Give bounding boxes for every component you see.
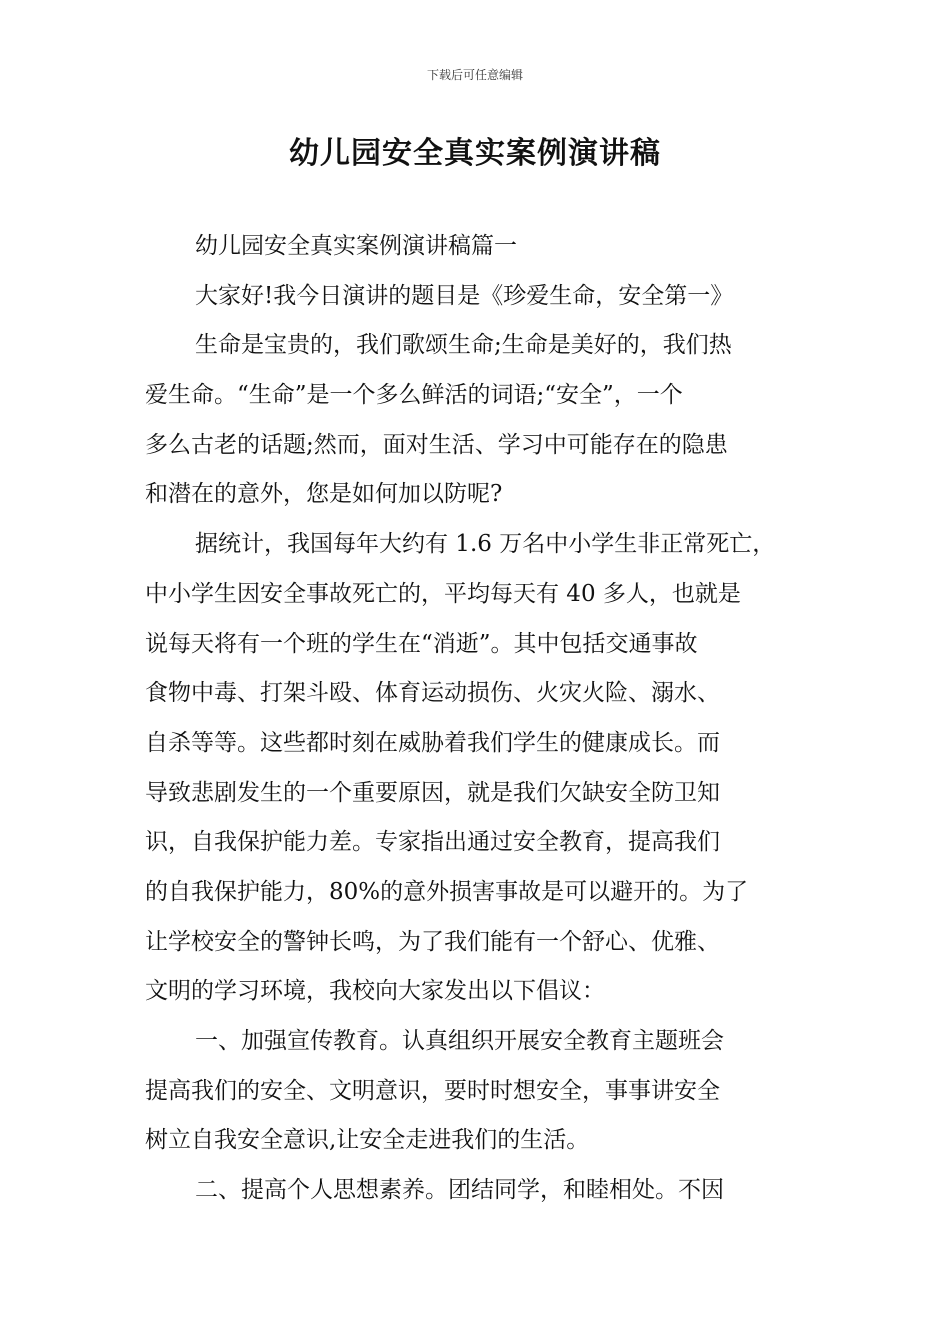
- text-line: 幼儿园安全真实案例演讲稿篇一: [195, 233, 517, 259]
- text-line: 让学校安全的警钟长鸣，为了我们能有一个舒心、优雅、: [145, 928, 720, 955]
- text-line: 的自我保护能力，80%的意外损害事故是可以避开的。为了: [145, 878, 749, 905]
- text-line: 生命是宝贵的，我们歌颂生命;生命是美好的，我们热: [195, 332, 732, 359]
- text-line: 大家好!我今日演讲的题目是《珍爱生命，安全第一》: [195, 282, 734, 309]
- text-line: 说每天将有一个班的学生在“消逝”。其中包括交通事故: [145, 630, 698, 657]
- text-line: 和潜在的意外，您是如何加以防呢?: [145, 481, 503, 508]
- document-body: [145, 222, 807, 1216]
- text-line: 中小学生因安全事故死亡的，平均每天有 40 多人，也就是: [145, 580, 741, 607]
- text-line: 二、提高个人思想素养。团结同学，和睦相处。不因: [195, 1177, 724, 1204]
- text-line: 据统计，我国每年大约有 1.6 万名中小学生非正常死亡，: [195, 531, 776, 558]
- text-line: 识，自我保护能力差。专家指出通过安全教育，提高我们: [145, 829, 720, 856]
- text-line: 导致悲剧发生的一个重要原因，就是我们欠缺安全防卫知: [145, 779, 720, 806]
- text-line: 多么古老的话题;然而，面对生活、学习中可能存在的隐患: [145, 431, 728, 458]
- text-line: 提高我们的安全、文明意识，要时时想安全，事事讲安全: [145, 1077, 720, 1104]
- document-title: 幼儿园安全真实案例演讲稿: [289, 136, 661, 171]
- text-line: 自杀等等。这些都时刻在威胁着我们学生的健康成长。而: [145, 729, 720, 756]
- text-line: 食物中毒、打架斗殴、体育运动损伤、火灾火险、溺水、: [145, 680, 720, 707]
- text-line: 文明的学习环境，我校向大家发出以下倡议：: [145, 978, 605, 1005]
- text-line: 爱生命。“生命”是一个多么鲜活的词语;“安全”，一个: [145, 382, 683, 409]
- page-header: 下载后可任意编辑: [426, 68, 523, 82]
- text-line: 树立自我安全意识,让安全走进我们的生活。: [145, 1127, 590, 1154]
- text-line: 一、加强宣传教育。认真组织开展安全教育主题班会: [195, 1028, 724, 1054]
